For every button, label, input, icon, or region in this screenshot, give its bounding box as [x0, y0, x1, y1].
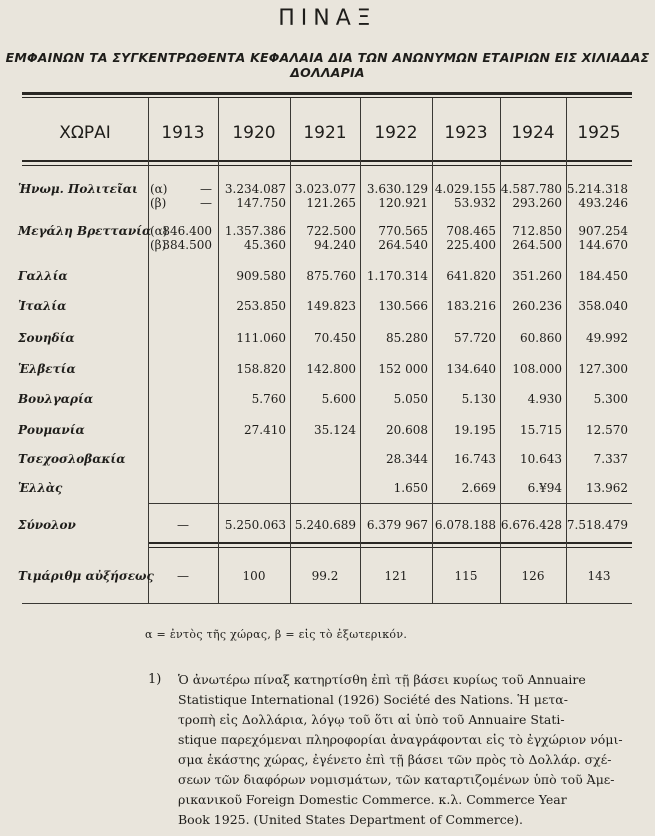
table-cell: 183.216 — [446, 299, 496, 313]
total-cell: 5.240.689 — [294, 518, 356, 532]
table-cell: 20.608 — [386, 423, 428, 437]
table-cell: 7.337 — [593, 452, 628, 466]
table-cell: 147.750 — [236, 196, 286, 210]
table-cell: 1.650 — [393, 481, 428, 495]
table-cell: 57.720 — [454, 331, 496, 345]
total-cell: 7.518.479 — [566, 518, 628, 532]
top-double-rule-a — [22, 92, 632, 95]
table-cell: 5.130 — [461, 392, 496, 406]
value-1913: — — [200, 182, 212, 196]
table-cell: 10.643 — [520, 452, 562, 466]
index-cell: 100 — [242, 569, 266, 583]
value-1913: — — [200, 196, 212, 210]
bottom-rule — [22, 603, 632, 604]
table-cell: 152 000 — [378, 362, 428, 376]
total-rule-b — [148, 547, 632, 548]
table-cell: 19.195 — [454, 423, 496, 437]
table-cell: 264.540 — [378, 238, 428, 252]
row-tag: (β) — [150, 238, 167, 252]
index-cell: 143 — [587, 569, 611, 583]
table-cell: 225.400 — [446, 238, 496, 252]
table-cell: 4.930 — [527, 392, 562, 406]
table-cell: 909.580 — [236, 269, 286, 283]
table-cell: 4.029.155 — [434, 182, 496, 196]
footnote-number: 1) — [148, 672, 162, 687]
table-cell: 144.670 — [578, 238, 628, 252]
total-cell: 5.250.063 — [224, 518, 286, 532]
country-name: Ἑλλὰς — [18, 481, 63, 495]
country-name: Γαλλία — [18, 269, 68, 283]
header-rule-a — [22, 160, 632, 162]
table-cell: 641.820 — [446, 269, 496, 283]
row-tag: (α) — [150, 224, 168, 238]
table-cell: 2.669 — [461, 481, 496, 495]
subtotal-rule — [148, 503, 632, 504]
index-1913: — — [177, 569, 189, 583]
footnote-line: Ὁ ἀνωτέρω πίναξ κατηρτίσθη ἐπὶ τῇ βάσει κυρίως τοῦ Annuaire — [178, 672, 586, 687]
table-cell: 907.254 — [578, 224, 628, 238]
header-year: 1925 — [577, 123, 621, 143]
table-cell: 358.040 — [578, 299, 628, 313]
table-cell: 3.234.087 — [224, 182, 286, 196]
table-cell: 45.360 — [244, 238, 286, 252]
table-cell: 15.715 — [520, 423, 562, 437]
table-cell: 293.260 — [512, 196, 562, 210]
table-cell: 49.992 — [586, 331, 628, 345]
table-cell: 770.565 — [378, 224, 428, 238]
index-cell: 126 — [521, 569, 545, 583]
value-1913: 846.400 — [162, 224, 212, 238]
table-cell: 5.300 — [593, 392, 628, 406]
row-tag: (β) — [150, 196, 167, 210]
footnote-line: σμα ἑκάστης χώρας, ἐγένετο ἐπὶ τῇ βάσει τῶν πρὸς τὸ Δολλάρ. σχέ- — [178, 752, 612, 767]
total-cell: 6.078.188 — [434, 518, 496, 532]
index-label: Τιμάριθμ αὐξήσεως — [18, 569, 154, 583]
table-cell: 493.246 — [578, 196, 628, 210]
table-cell: 12.570 — [586, 423, 628, 437]
table-cell: 1.170.314 — [366, 269, 428, 283]
table-cell: 53.932 — [454, 196, 496, 210]
legend: α = ἐντὸς τῆς χώρας, β = εἰς τὸ ἐξωτερικόν. — [145, 628, 408, 641]
table-cell: 5.760 — [251, 392, 286, 406]
table-cell: 28.344 — [386, 452, 428, 466]
table-cell: 142.800 — [306, 362, 356, 376]
footnote-line: σεων τῶν διαφόρων νομισμάτων, τῶν καταρτιζομένων ὑπὸ τοῦ Ἀμε- — [178, 772, 615, 787]
total-cell: 6.379 967 — [366, 518, 428, 532]
table-cell: 16.743 — [454, 452, 496, 466]
total-1913: — — [177, 518, 189, 532]
country-name: Ἑλβετία — [18, 362, 76, 376]
table-cell: 13.962 — [586, 481, 628, 495]
total-cell: 6.676.428 — [500, 518, 562, 532]
table-cell: 134.640 — [446, 362, 496, 376]
table-cell: 130.566 — [378, 299, 428, 313]
table-cell: 253.850 — [236, 299, 286, 313]
country-name: Τσεχοσλοβακία — [18, 452, 126, 466]
table-cell: 5.214.318 — [566, 182, 628, 196]
table-cell: 3.630.129 — [366, 182, 428, 196]
country-name: Ἰταλία — [18, 299, 67, 313]
table-cell: 875.760 — [306, 269, 356, 283]
table-cell: 722.500 — [306, 224, 356, 238]
header-year: 1924 — [511, 123, 555, 143]
table-cell: 60.860 — [520, 331, 562, 345]
footnote-line: Book 1925. (United States Department of Commerce). — [178, 812, 523, 827]
footnote-line: τροπὴ εἰς Δολλάρια, λόγῳ τοῦ ὅτι αἱ ὑπὸ τοῦ Annuaire Stati- — [178, 712, 565, 727]
header-rule-b — [22, 165, 632, 166]
value-1913: 384.500 — [162, 238, 212, 252]
index-cell: 115 — [454, 569, 478, 583]
table-cell: 35.124 — [314, 423, 356, 437]
table-cell: 120.921 — [378, 196, 428, 210]
table-cell: 1.357.386 — [224, 224, 286, 238]
row-tag: (α) — [150, 182, 168, 196]
table-cell: 121.265 — [306, 196, 356, 210]
table-cell: 4.587.780 — [500, 182, 562, 196]
country-name: Βουλγαρία — [18, 392, 94, 406]
table-cell: 184.450 — [578, 269, 628, 283]
country-name: Ρουμανία — [18, 423, 85, 437]
country-name: Ἡνωμ. Πολιτεῖαι — [18, 182, 138, 196]
table-title: ΠΙΝΑΞ — [278, 6, 377, 31]
table-cell: 85.280 — [386, 331, 428, 345]
table-cell: 27.410 — [244, 423, 286, 437]
header-countries: ΧΩΡΑΙ — [59, 123, 111, 143]
table-cell: 3.023.077 — [294, 182, 356, 196]
header-year: 1923 — [444, 123, 488, 143]
table-cell: 712.850 — [512, 224, 562, 238]
table-cell: 5.600 — [321, 392, 356, 406]
header-year: 1920 — [232, 123, 276, 143]
footnote-line: Statistique International (1926) Société des Nations. Ἡ μετα- — [178, 692, 568, 707]
header-year: 1913 — [161, 123, 205, 143]
header-year: 1922 — [374, 123, 418, 143]
index-cell: 121 — [384, 569, 408, 583]
table-cell: 6.¥94 — [527, 481, 562, 495]
total-label: Σύνολον — [18, 518, 76, 532]
footnote-line: stique παρεχόμεναι πληροφορίαι ἀναγράφονται εἰς τὸ ἐγχώριον νόμι- — [178, 732, 623, 747]
index-cell: 99.2 — [311, 569, 339, 583]
table-cell: 111.060 — [236, 331, 286, 345]
table-cell: 351.260 — [512, 269, 562, 283]
table-cell: 264.500 — [512, 238, 562, 252]
table-cell: 127.300 — [578, 362, 628, 376]
footnote-line: ρικανικοῦ Foreign Domestic Commerce. κ.λ. Commerce Year — [178, 792, 567, 807]
table-cell: 158.820 — [236, 362, 286, 376]
total-rule-a — [148, 542, 632, 544]
table-cell: 260.236 — [512, 299, 562, 313]
table-cell: 108.000 — [512, 362, 562, 376]
top-double-rule-b — [22, 97, 632, 98]
table-cell: 708.465 — [446, 224, 496, 238]
table-cell: 70.450 — [314, 331, 356, 345]
country-name: Σουηδία — [18, 331, 75, 345]
header-year: 1921 — [303, 123, 347, 143]
table-cell: 94.240 — [314, 238, 356, 252]
table-subtitle: ΕΜΦΑΙΝΩΝ ΤΑ ΣΥΓΚΕΝΤΡΩΘΕΝΤΑ ΚΕΦΑΛΑΙΑ ΔΙΑ ΤΩΝ ΑΝΩΝΥΜΩΝ ΕΤΑΙΡΙΩΝ ΕΙΣ ΧΙΛΙΑΔΑΣ ΔΟΛΛΑΡΙΑ — [5, 50, 650, 80]
table-cell: 5.050 — [393, 392, 428, 406]
table-cell: 149.823 — [306, 299, 356, 313]
country-name: Μεγάλη Βρεττανία — [18, 224, 152, 238]
